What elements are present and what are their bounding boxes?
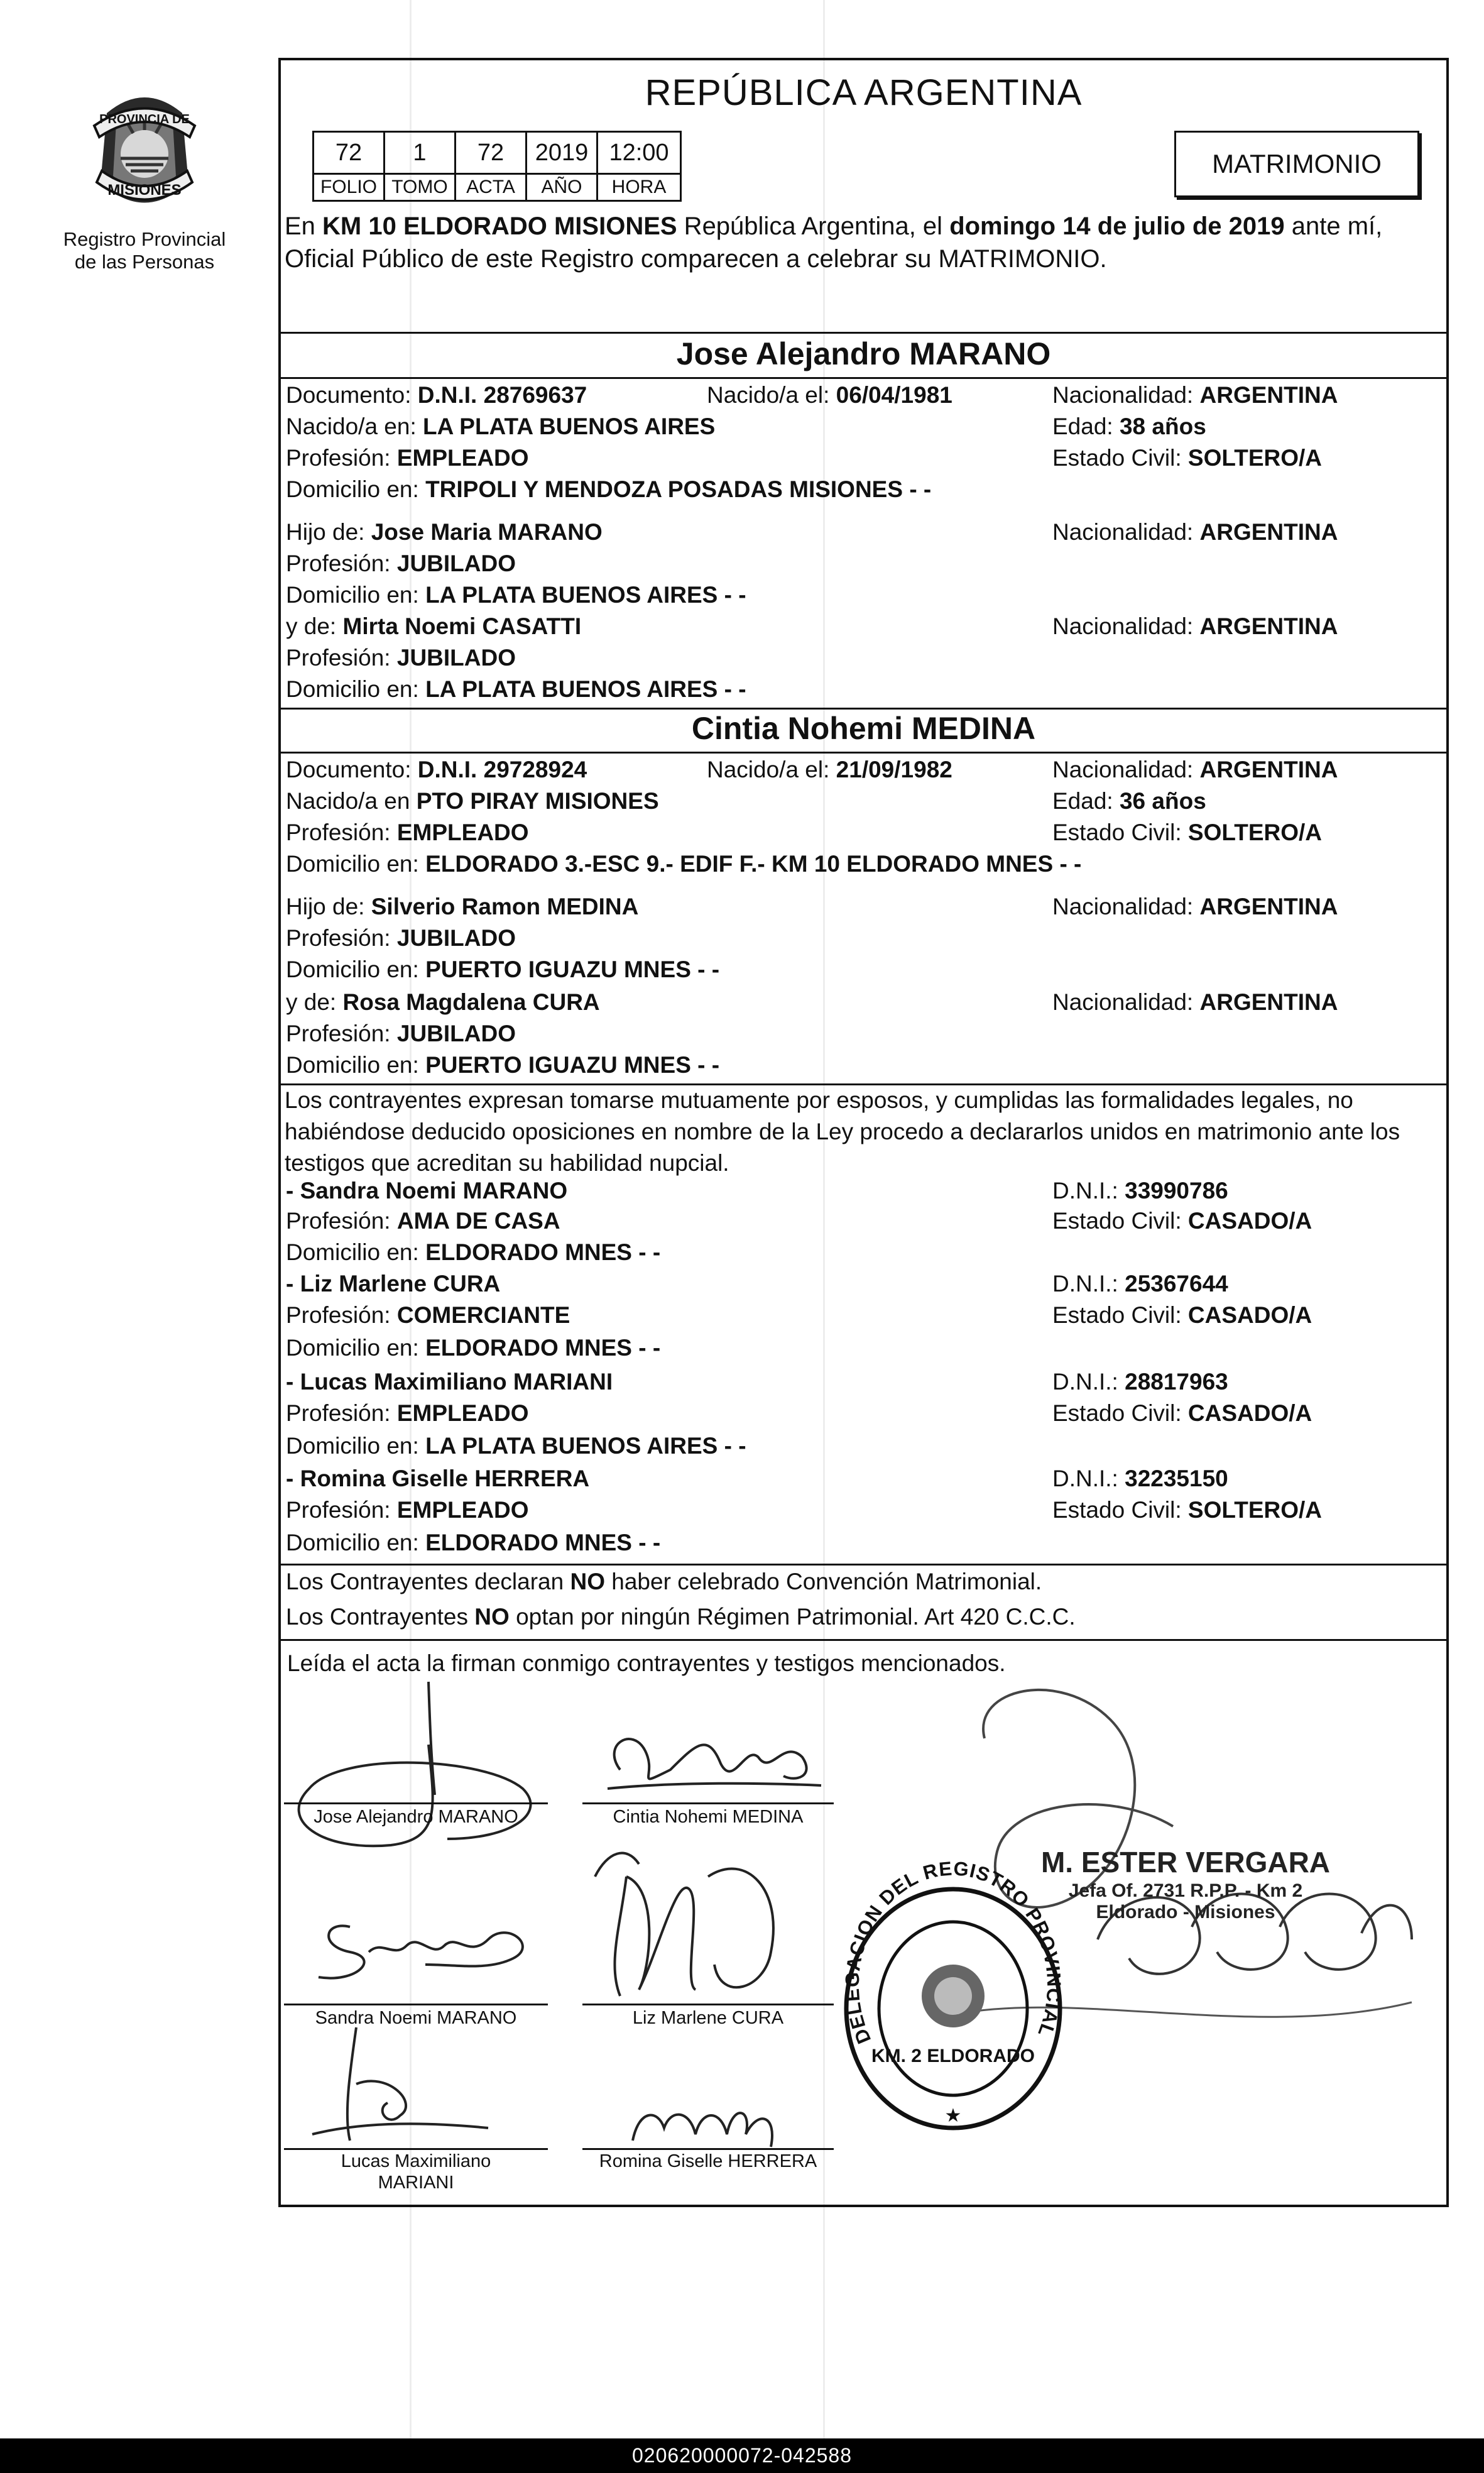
c1-padre-nacionalidad: Nacionalidad: ARGENTINA xyxy=(1052,519,1338,545)
witness-1-profesion: Profesión: AMA DE CASA xyxy=(286,1208,560,1234)
ano-value: 2019 xyxy=(526,132,597,174)
witness-4-profesion: Profesión: EMPLEADO xyxy=(286,1497,529,1523)
signature-name-4: Liz Marlene CURA xyxy=(632,2008,784,2028)
witness-4-dni: D.N.I.: 32235150 xyxy=(1052,1466,1228,1491)
c2-nacido-el: Nacido/a el: 21/09/1982 xyxy=(707,757,952,782)
c1-estado-civil: Estado Civil: SOLTERO/A xyxy=(1052,445,1323,471)
declaration-text: Los contrayentes expresan tomarse mutuamente por esposos, y cumplidas las formalidades legales, no habiéndose deducido oposiciones en nombre de la Ley procedo a declararlos unidos en matrimonio ante los testigos que acreditan su habilidad nupcial. xyxy=(285,1087,1400,1176)
svg-text:MISIONES: MISIONES xyxy=(107,182,182,199)
signature-line xyxy=(284,1802,548,1804)
svg-text:DELEGACION DEL REGISTRO PROVIN: DELEGACION DEL REGISTRO PROVINCIAL DE LAS PERSONAS xyxy=(826,1857,1066,2048)
witness-4-domicilio: Domicilio en: ELDORADO MNES - - xyxy=(286,1530,661,1555)
act-frame xyxy=(278,58,1449,2207)
c2-madre: y de: Rosa Magdalena CURA xyxy=(286,989,600,1015)
witness-2-profesion: Profesión: COMERCIANTE xyxy=(286,1302,570,1328)
signature-line xyxy=(582,2004,834,2005)
c2-estado-civil: Estado Civil: SOLTERO/A xyxy=(1052,820,1323,845)
folio-label: FOLIO xyxy=(314,174,385,201)
divider xyxy=(281,377,1446,379)
c2-madre-domicilio: Domicilio en: PUERTO IGUAZU MNES - - xyxy=(286,1052,720,1078)
signature-line xyxy=(582,2148,834,2150)
witness-2-domicilio: Domicilio en: ELDORADO MNES - - xyxy=(286,1335,661,1361)
c2-edad: Edad: 36 años xyxy=(1052,788,1206,814)
signature-scribble xyxy=(300,1883,551,2009)
c2-madre-nacionalidad: Nacionalidad: ARGENTINA xyxy=(1052,989,1338,1015)
tomo-label: TOMO xyxy=(385,174,456,201)
page-title: REPÚBLICA ARGENTINA xyxy=(645,72,1083,113)
signature-name-3: Sandra Noemi MARANO xyxy=(315,2008,517,2028)
c1-profesion: Profesión: EMPLEADO xyxy=(286,445,529,471)
folio-value: 72 xyxy=(314,132,385,174)
acta-label: ACTA xyxy=(456,174,526,201)
intro-paragraph: En KM 10 ELDORADO MISIONES República Argentina, el domingo 14 de julio de 2019 ante mí, Oficial Público de este Registro comparecen a celebrar su MATRIMONIO. xyxy=(285,212,1383,273)
c1-edad: Edad: 38 años xyxy=(1052,414,1206,439)
c2-profesion: Profesión: EMPLEADO xyxy=(286,820,529,845)
officer-stamp-line3: Eldorado - Misiones xyxy=(1096,1902,1275,1922)
witness-3-estado: Estado Civil: CASADO/A xyxy=(1052,1400,1312,1426)
signature-name-6: Romina Giselle HERRERA xyxy=(599,2151,817,2171)
signature-scribble xyxy=(595,1719,834,1801)
c1-madre-domicilio: Domicilio en: LA PLATA BUENOS AIRES - - xyxy=(286,676,746,702)
c1-padre: Hijo de: Jose Maria MARANO xyxy=(286,519,603,545)
c2-madre-profesion: Profesión: JUBILADO xyxy=(286,1021,516,1046)
c2-domicilio: Domicilio en: ELDORADO 3.-ESC 9.- EDIF F.- KM 10 ELDORADO MNES - - xyxy=(286,851,1082,877)
witness-3-name: - Lucas Maximiliano MARIANI xyxy=(286,1369,613,1395)
divider xyxy=(281,752,1446,754)
c1-madre-nacionalidad: Nacionalidad: ARGENTINA xyxy=(1052,613,1338,639)
witness-2-estado: Estado Civil: CASADO/A xyxy=(1052,1302,1312,1328)
divider xyxy=(281,708,1446,710)
document-barcode-id: 020620000072-042588 xyxy=(0,2438,1484,2473)
svg-text:KM. 2 ELDORADO: KM. 2 ELDORADO xyxy=(871,2046,1035,2066)
c2-padre-domicilio: Domicilio en: PUERTO IGUAZU MNES - - xyxy=(286,957,720,982)
c1-nacionalidad: Nacionalidad: ARGENTINA xyxy=(1052,382,1338,408)
acta-value: 72 xyxy=(456,132,526,174)
logo-caption: Registro Provincial de las Personas xyxy=(63,228,226,273)
c2-padre-nacionalidad: Nacionalidad: ARGENTINA xyxy=(1052,894,1338,919)
witness-2-name: - Liz Marlene CURA xyxy=(286,1271,501,1297)
c1-padre-profesion: Profesión: JUBILADO xyxy=(286,551,516,576)
regime-text: Los Contrayentes NO optan por ningún Régimen Patrimonial. Art 420 C.C.C. xyxy=(286,1604,1076,1630)
tomo-value: 1 xyxy=(385,132,456,174)
witness-1-estado: Estado Civil: CASADO/A xyxy=(1052,1208,1312,1234)
hora-label: HORA xyxy=(597,174,681,201)
signature-scribble xyxy=(284,1682,560,1864)
registry-logo xyxy=(60,88,229,273)
c1-madre: y de: Mirta Noemi CASATTI xyxy=(286,613,582,639)
contrayente-2-name: Cintia Nohemi MEDINA xyxy=(691,711,1036,746)
c2-padre-profesion: Profesión: JUBILADO xyxy=(286,925,516,951)
signature-name-1: Jose Alejandro MARANO xyxy=(314,1807,518,1827)
divider xyxy=(281,332,1446,334)
reference-table xyxy=(312,131,682,202)
convention-text: Los Contrayentes declaran NO haber celebrado Convención Matrimonial. xyxy=(286,1569,1042,1594)
witness-1-domicilio: Domicilio en: ELDORADO MNES - - xyxy=(286,1239,661,1265)
witness-3-profesion: Profesión: EMPLEADO xyxy=(286,1400,529,1426)
svg-text:PROVINCIA DE: PROVINCIA DE xyxy=(99,112,190,126)
witness-4-estado: Estado Civil: SOLTERO/A xyxy=(1052,1497,1323,1523)
witness-2-dni: D.N.I.: 25367644 xyxy=(1052,1271,1228,1297)
witness-1-dni: D.N.I.: 33990786 xyxy=(1052,1178,1228,1204)
hora-value: 12:00 xyxy=(597,132,681,174)
c2-nacido-en: Nacido/a en PTO PIRAY MISIONES xyxy=(286,788,659,814)
witness-1-name: - Sandra Noemi MARANO xyxy=(286,1178,568,1204)
signature-line xyxy=(284,2004,548,2005)
officer-stamp-name: M. ESTER VERGARA xyxy=(1040,1846,1331,1878)
c2-documento: Documento: D.N.I. 29728924 xyxy=(286,757,587,782)
c2-nacionalidad: Nacionalidad: ARGENTINA xyxy=(1052,757,1338,782)
signature-scribble xyxy=(582,1839,834,2009)
signature-scribble xyxy=(300,2009,551,2147)
signature-line xyxy=(284,2148,548,2150)
svg-text:★: ★ xyxy=(944,2105,962,2127)
signature-line xyxy=(582,1802,834,1804)
witness-3-domicilio: Domicilio en: LA PLATA BUENOS AIRES - - xyxy=(286,1433,746,1459)
misiones-seal-icon xyxy=(82,88,207,220)
contrayente-1-name: Jose Alejandro MARANO xyxy=(676,336,1051,371)
divider xyxy=(281,1639,1446,1641)
c1-nacido-en: Nacido/a en: LA PLATA BUENOS AIRES xyxy=(286,414,716,439)
c1-nacido-el: Nacido/a el: 06/04/1981 xyxy=(707,382,952,408)
witness-3-dni: D.N.I.: 28817963 xyxy=(1052,1369,1228,1395)
c1-domicilio: Domicilio en: TRIPOLI Y MENDOZA POSADAS MISIONES - - xyxy=(286,476,932,502)
witness-4-name: - Romina Giselle HERRERA xyxy=(286,1466,590,1491)
c1-documento: Documento: D.N.I. 28769637 xyxy=(286,382,587,408)
c1-padre-domicilio: Domicilio en: LA PLATA BUENOS AIRES - - xyxy=(286,582,746,608)
act-type-box: MATRIMONIO xyxy=(1174,131,1419,197)
ano-label: AÑO xyxy=(526,174,597,201)
c1-madre-profesion: Profesión: JUBILADO xyxy=(286,645,516,671)
divider xyxy=(281,1564,1446,1566)
officer-stamp-line2: Jefa Of. 2731 R.P.P. - Km 2 xyxy=(1068,1880,1303,1901)
c2-padre: Hijo de: Silverio Ramon MEDINA xyxy=(286,894,639,919)
delegation-round-stamp xyxy=(826,1857,1072,2134)
signature-name-2: Cintia Nohemi MEDINA xyxy=(613,1807,804,1827)
signature-name-5: Lucas Maximiliano MARIANI xyxy=(341,2151,491,2193)
signatures-intro: Leída el acta la firman conmigo contrayentes y testigos mencionados. xyxy=(287,1650,1006,1676)
